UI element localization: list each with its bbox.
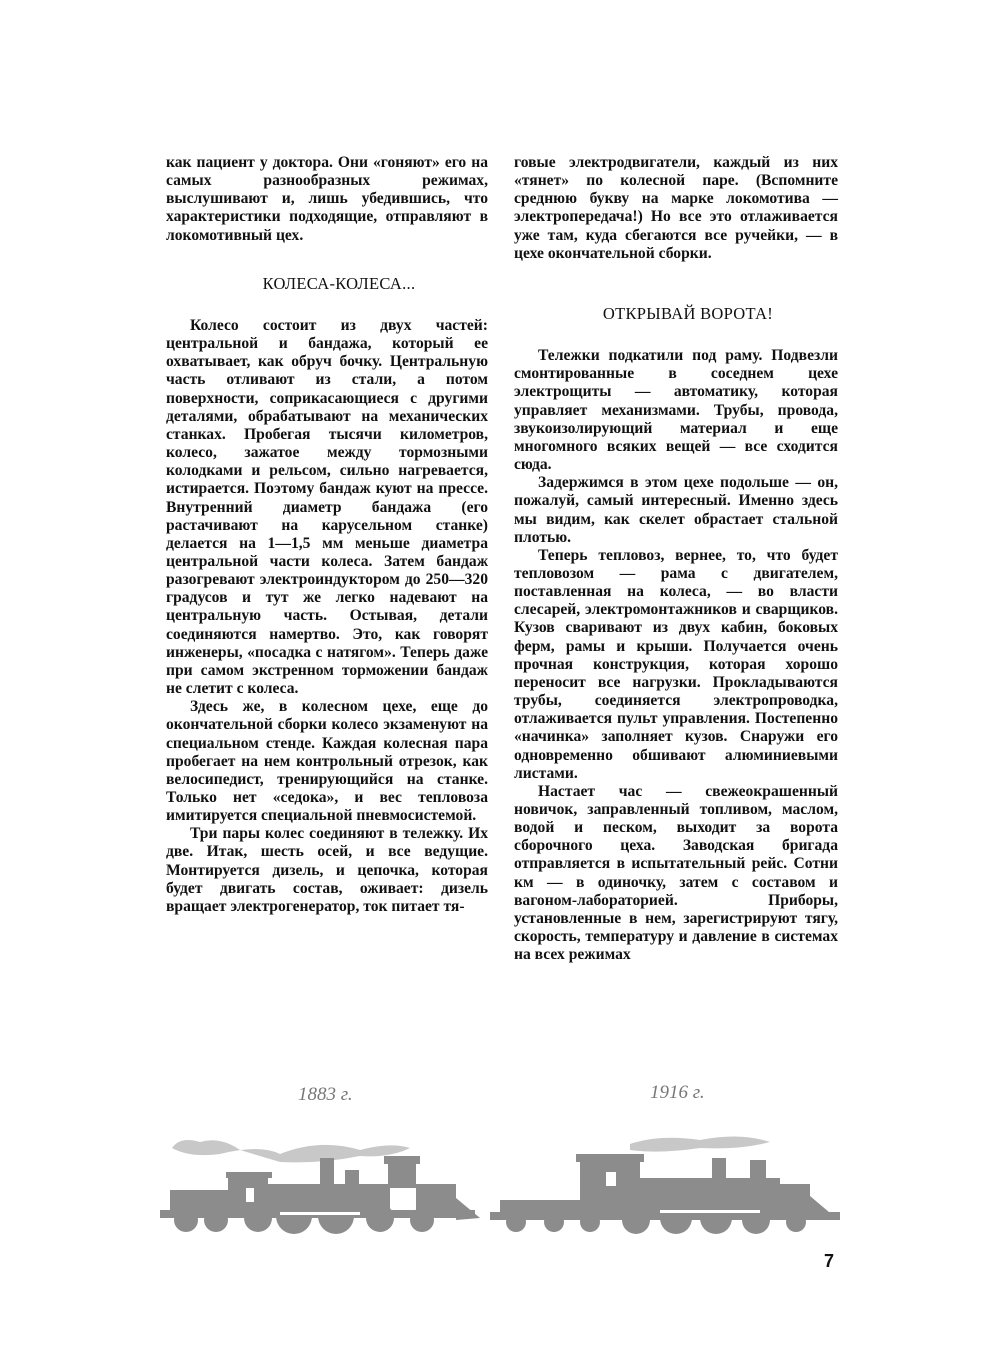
- page-number: 7: [824, 1251, 835, 1271]
- locomotive-1883-silhouette: [160, 1140, 480, 1234]
- year-label-1883: 1883 г.: [298, 1084, 353, 1105]
- right-paragraph-5: Настает час — свежеокрашенный новичок, заправленный топливом, маслом, водой и песком, выходит за ворота сборочного цеха. Заводская бригада отправляется в испытательный рейс. Сотни км — в одиночку, затем с составом и вагоном-лабораторией. Приборы, установленные в нем, зарегистрируют тягу, скорость, температуру и давление в системах на всех режимах: [514, 782, 838, 964]
- left-paragraph-1: как пациент у доктора. Они «гоняют» его на самых разнообразных режимах, выслушивают и, лишь убедившись, что характеристики подходящие, отправляют в локомотивный цех.: [166, 154, 488, 244]
- side-stripe-1916: [660, 1210, 760, 1213]
- side-stripe-1883: [280, 1212, 360, 1215]
- locomotive-silhouettes-illustration: [160, 1128, 850, 1238]
- left-paragraph-4: Три пары колес соединяют в тележку. Их две. Итак, шесть осей, и все ведущие. Монтируется дизель, и цепочка, которая будет двигать состав, оживает: дизель вращает электрогенератор, ток питает тя-: [166, 825, 488, 915]
- left-paragraph-3: Здесь же, в колесном цехе, еще до окончательной сборки колесо экзаменуют на специальном стенде. Каждая колесная пара пробегает на нем контрольный отрезок, как велосипедист, тренирующийся на станке. Только нет «седока», и вес тепловоза имитируется специальной пневмосистемой.: [166, 698, 488, 825]
- right-paragraph-2: Тележки подкатили под раму. Подвезли смонтированные в соседнем цехе электрощиты — автоматику, которая управляет механизмами. Трубы, провода, звукоизолирующий материал и еще многомного всяких вещей — все сходится сюда.: [514, 347, 838, 474]
- right-paragraph-3: Задержимся в этом цехе подольше — он, пожалуй, самый интересный. Именно здесь мы видим, как скелет обрастает стальной плотью.: [514, 474, 838, 546]
- right-column: [514, 154, 838, 964]
- section-heading-wheels: КОЛЕСА-КОЛЕСА...: [262, 273, 416, 293]
- left-column: [166, 154, 488, 916]
- year-label-1916: 1916 г.: [650, 1082, 705, 1103]
- cab-window-1916: [606, 1172, 616, 1186]
- left-paragraph-2: Колесо состоит из двух частей: центральной и бандажа, который ее охватывает, как обруч бочку. Центральную часть отливают из стали, а потом поверхности, соприкасающиеся с другими деталями, обрабатывают на механических станках. Пробегая тысячи километров, колесо, зажатое между тормозными колодками и рельсом, сильно нагревается, истирается. Поэтому бандаж куют на прессе. Внутренний диаметр бандажа (его растачивают на карусельном станке) делается на 1—1,5 мм меньше диаметра центральной части колеса. Затем бандаж разогревают электроиндуктором до 250—320 градусов и тут же легко надевают на центральную часть. Остывая, детали соединяются намертво. Это, как говорят инженеры, «посадка с натягом». Теперь даже при самом экстренном торможении бандаж не слетит с колеса.: [166, 316, 488, 698]
- locomotive-1916-silhouette: [490, 1136, 840, 1234]
- right-paragraph-1: говые электродвигатели, каждый из них «тянет» по колесной паре. (Вспомните среднюю букву на марке локомотива — электропередача!) Но все это отлаживается уже там, куда сбегаются все ручейки, — в цехе окончательной сборки.: [514, 154, 838, 262]
- section-heading-open-gates: ОТКРЫВАЙ ВОРОТА!: [602, 303, 774, 323]
- right-paragraph-4: Теперь тепловоз, вернее, то, что будет тепловозом — рама с двигателем, поставленная на колеса, — во власти слесарей, электромонтажников и сварщиков. Кузов сваривают из двух кабин, боковых ферм, рамы и крыши. Получается очень прочная конструкция, которая хорошо переносит все нагрузки. Прокладываются трубы, соединяется электропроводка, отлаживается пульт управления. Постепенно «начинка» заполняет кузов. Снаружи его одновременно обшивают алюминиевыми листами.: [514, 546, 838, 782]
- cab-window-1883: [246, 1188, 254, 1202]
